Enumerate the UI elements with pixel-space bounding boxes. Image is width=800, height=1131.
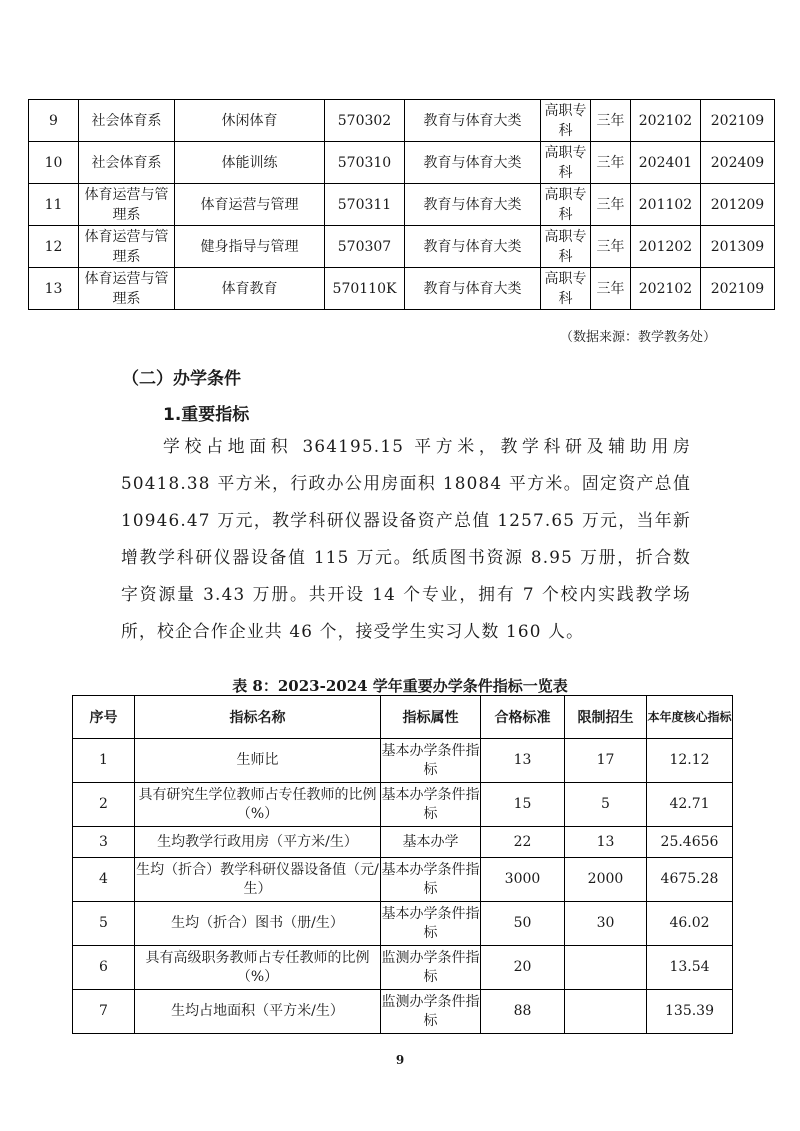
section-heading: （二）办学条件 xyxy=(122,369,241,389)
row-name: 生师比 xyxy=(135,739,381,783)
row-category: 教育与体育大类 xyxy=(405,142,541,184)
row-limit: 17 xyxy=(565,739,647,783)
row-start: 202401 xyxy=(631,142,701,184)
row-no: 12 xyxy=(29,226,79,268)
row-major: 体能训练 xyxy=(175,142,325,184)
row-major: 体育运营与管理 xyxy=(175,184,325,226)
row-level: 高职专科 xyxy=(541,184,591,226)
table-row xyxy=(73,946,733,990)
header-limit: 限制招生 xyxy=(565,696,647,739)
row-code: 570311 xyxy=(325,184,405,226)
row-duration: 三年 xyxy=(591,226,631,268)
table-row xyxy=(29,142,775,184)
indicator-table xyxy=(72,695,733,1034)
table-row xyxy=(73,858,733,902)
row-limit: 13 xyxy=(565,827,647,858)
row-duration: 三年 xyxy=(591,184,631,226)
row-major: 健身指导与管理 xyxy=(175,226,325,268)
row-duration: 三年 xyxy=(591,268,631,310)
row-attr: 基本办学条件指标 xyxy=(381,739,481,783)
table-row xyxy=(29,184,775,226)
row-start: 202102 xyxy=(631,100,701,142)
row-core: 25.4656 xyxy=(647,827,733,858)
row-attr: 监测办学条件指标 xyxy=(381,990,481,1034)
row-name: 生均占地面积（平方米/生） xyxy=(135,990,381,1034)
row-category: 教育与体育大类 xyxy=(405,184,541,226)
page-number: 9 xyxy=(395,1053,405,1067)
row-standard: 88 xyxy=(481,990,565,1034)
row-no: 9 xyxy=(29,100,79,142)
source-note: （数据来源：教学教务处） xyxy=(559,330,716,345)
row-standard: 15 xyxy=(481,783,565,827)
table-row xyxy=(73,827,733,858)
row-level: 高职专科 xyxy=(541,226,591,268)
row-start: 201202 xyxy=(631,226,701,268)
row-no: 1 xyxy=(73,739,135,783)
row-duration: 三年 xyxy=(591,142,631,184)
row-enroll: 202109 xyxy=(701,100,775,142)
header-standard: 合格标准 xyxy=(481,696,565,739)
table-row xyxy=(73,902,733,946)
row-code: 570302 xyxy=(325,100,405,142)
row-limit xyxy=(565,990,647,1034)
row-limit: 2000 xyxy=(565,858,647,902)
row-name: 具有高级职务教师占专任教师的比例（%） xyxy=(135,946,381,990)
table-caption: 表 8：2023-2024 学年重要办学条件指标一览表 xyxy=(232,677,568,695)
row-standard: 22 xyxy=(481,827,565,858)
table-row xyxy=(29,100,775,142)
header-attr: 指标属性 xyxy=(381,696,481,739)
row-name: 生均（折合）教学科研仪器设备值（元/生） xyxy=(135,858,381,902)
row-duration: 三年 xyxy=(591,100,631,142)
row-standard: 50 xyxy=(481,902,565,946)
row-no: 5 xyxy=(73,902,135,946)
row-level: 高职专科 xyxy=(541,142,591,184)
header-no: 序号 xyxy=(73,696,135,739)
table-header-row xyxy=(73,696,733,739)
row-category: 教育与体育大类 xyxy=(405,268,541,310)
row-code: 570307 xyxy=(325,226,405,268)
row-code: 570110K xyxy=(325,268,405,310)
row-attr: 监测办学条件指标 xyxy=(381,946,481,990)
body-paragraph: 学校占地面积 364195.15 平方米，教学科研及辅助用房 50418.38 平方米，行政办公用房面积 18084 平方米。固定资产总值 10946.47 万元，教学科研仪器设备资产总值 1257.65 万元，当年新增教学科研仪器设备值 115 万元。纸质图书资源 8.95 万册，折合数字资源量 3.43 万册。共开设 14 个专业，拥有 7 个校内实践教学场所，校企合作企业共 46 个，接受学生实习人数 160 人。 xyxy=(121,436,691,641)
row-start: 202102 xyxy=(631,268,701,310)
row-core: 4675.28 xyxy=(647,858,733,902)
row-attr: 基本办学 xyxy=(381,827,481,858)
table-row xyxy=(29,268,775,310)
row-category: 教育与体育大类 xyxy=(405,100,541,142)
row-limit xyxy=(565,946,647,990)
row-dept: 社会体育系 xyxy=(79,142,175,184)
header-core: 本年度核心指标 xyxy=(647,696,733,739)
row-major: 体育教育 xyxy=(175,268,325,310)
row-start: 201102 xyxy=(631,184,701,226)
row-dept: 社会体育系 xyxy=(79,100,175,142)
row-level: 高职专科 xyxy=(541,268,591,310)
table-row xyxy=(29,226,775,268)
row-no: 7 xyxy=(73,990,135,1034)
program-table xyxy=(28,99,775,310)
row-limit: 30 xyxy=(565,902,647,946)
row-dept: 体育运营与管理系 xyxy=(79,268,175,310)
row-code: 570310 xyxy=(325,142,405,184)
table-row xyxy=(73,783,733,827)
row-core: 46.02 xyxy=(647,902,733,946)
row-no: 13 xyxy=(29,268,79,310)
row-enroll: 202409 xyxy=(701,142,775,184)
table-row xyxy=(73,739,733,783)
row-name: 生均教学行政用房（平方米/生） xyxy=(135,827,381,858)
row-core: 13.54 xyxy=(647,946,733,990)
row-no: 2 xyxy=(73,783,135,827)
header-name: 指标名称 xyxy=(135,696,381,739)
row-core: 42.71 xyxy=(647,783,733,827)
row-category: 教育与体育大类 xyxy=(405,226,541,268)
row-core: 12.12 xyxy=(647,739,733,783)
row-standard: 20 xyxy=(481,946,565,990)
row-dept: 体育运营与管理系 xyxy=(79,226,175,268)
row-no: 11 xyxy=(29,184,79,226)
row-no: 6 xyxy=(73,946,135,990)
row-enroll: 201309 xyxy=(701,226,775,268)
row-attr: 基本办学条件指标 xyxy=(381,858,481,902)
row-limit: 5 xyxy=(565,783,647,827)
sub-heading: 1.重要指标 xyxy=(163,405,250,425)
row-name: 具有研究生学位教师占专任教师的比例（%） xyxy=(135,783,381,827)
row-enroll: 202109 xyxy=(701,268,775,310)
row-major: 休闲体育 xyxy=(175,100,325,142)
row-no: 3 xyxy=(73,827,135,858)
row-dept: 体育运营与管理系 xyxy=(79,184,175,226)
row-standard: 3000 xyxy=(481,858,565,902)
table-row xyxy=(73,990,733,1034)
row-standard: 13 xyxy=(481,739,565,783)
row-attr: 基本办学条件指标 xyxy=(381,902,481,946)
row-core: 135.39 xyxy=(647,990,733,1034)
row-level: 高职专科 xyxy=(541,100,591,142)
row-name: 生均（折合）图书（册/生） xyxy=(135,902,381,946)
row-attr: 基本办学条件指标 xyxy=(381,783,481,827)
row-no: 10 xyxy=(29,142,79,184)
row-enroll: 201209 xyxy=(701,184,775,226)
row-no: 4 xyxy=(73,858,135,902)
